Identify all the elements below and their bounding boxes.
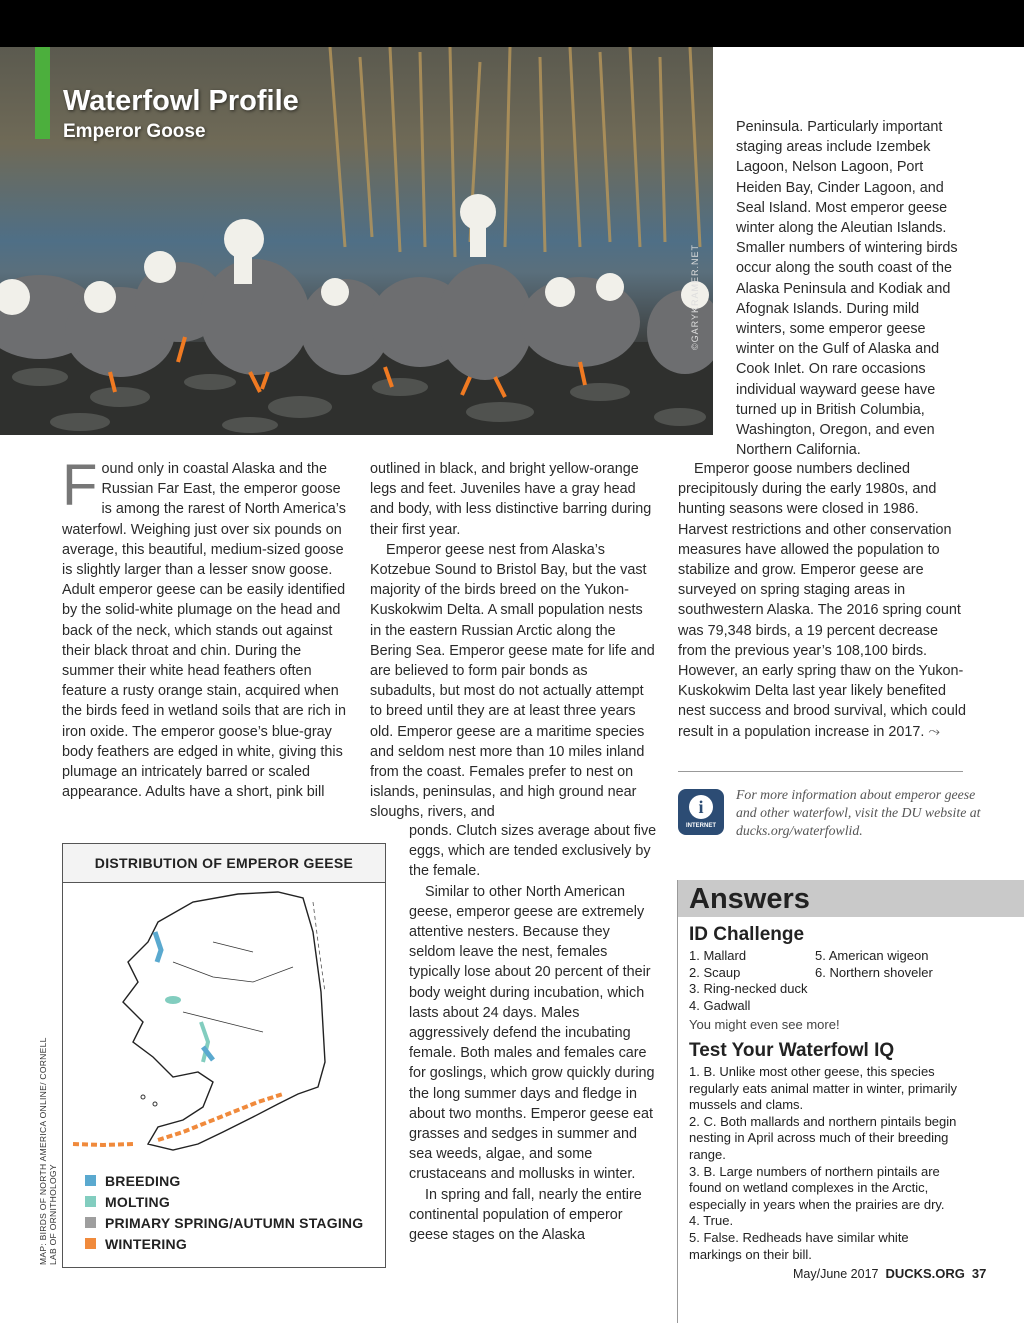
list-item: 5. False. Redheads have similar white markings on their bill. (689, 1229, 909, 1262)
article-paragraph: Emperor geese nest from Alaska’s Kotzebue Sound to Bristol Bay, but the vast majority of the birds breed on the Yukon-Kuskokwim Delta. A small population nests in the eastern Russian Arctic along the Bering Sea. Emperor geese mate for life and are believed to form pair bonds as subadults, but most do not actually attempt to breed until they are at least three years old. Emperor geese are a maritime species and seldom nest more than 10 miles inland from the coast. Females prefer to nest on islands, peninsulas, and high ground near sloughs, rivers, and (370, 541, 655, 821)
list-item: 1. B. Unlike most other geese, this species regularly eats animal matter in winter, primarily mussels and clams. (689, 1063, 958, 1113)
answers-title: Answers (678, 880, 1024, 917)
divider (678, 771, 963, 772)
page-footer (793, 1266, 986, 1281)
answers-box (677, 880, 1024, 1323)
article-column-2-lower (409, 821, 659, 1245)
legend-wintering: WINTERING (85, 1233, 363, 1254)
list-item: 2. C. Both mallards and northern pintails begin nesting in April across much of their breeding range. (689, 1113, 957, 1162)
article-paragraph: ound only in coastal Alaska and the Russian Far East, the emperor goose is among the rarest of North America’s waterfowl. Weighing just over six pounds on average, this beautiful, medium-sized goose is slightly larger than a lesser snow goose. Adult emperor geese can be easily identified by the solid-white plumage on the head and back of the neck, which stands out against their black throat and chin. During the summer their white head feathers often feature a rusty orange stain, acquired when the birds feed in wetland soils that are rich in iron oxide. The emperor goose’s blue-gray body feathers are edged in white, giving this plumage an intricately barred or scaled appearance. Adults have a short, pink bill (62, 461, 346, 801)
article-column-1 (62, 453, 349, 802)
legend-staging: PRIMARY SPRING/AUTUMN STAGING (85, 1212, 363, 1233)
article-paragraph: Similar to other North American geese, emperor geese are extremely attentive nesters. Because they seldom leave the nest, females typically lose about 20 percent of their body weight during incubation, which lasts about 24 days. Males aggressively defend the incubating female. Both males and females care for goslings, which grow quickly during the long summer days and fledge in about two months. Emperor geese eat grasses and sedges in summer and sea weeds, algae, and some crustaceans and mollusks in winter. (409, 883, 655, 1183)
article-column-2 (370, 459, 657, 823)
info-text: For more information about emperor geese and other waterfowl, visit the DU website at ducks.org/waterfowlid. (736, 787, 981, 838)
list-item: 3. Ring-necked duck (689, 981, 808, 997)
alaska-map (63, 882, 385, 1172)
list-item: 4. True. (689, 1213, 734, 1229)
drop-cap: F (62, 453, 98, 518)
article-column-3 (678, 459, 966, 742)
list-item: 6. Northern shoveler (815, 964, 933, 980)
page-title: Waterfowl Profile (63, 85, 299, 117)
internet-info-icon (678, 789, 724, 835)
issue-date: May/June 2017 (793, 1267, 879, 1281)
article-paragraph: Emperor goose numbers declined precipitously during the early 1980s, and hunting seasons were closed in 1986. Harvest restrictions and other conservation measures have allowed the population to stabilize and grow. Emperor geese are surveyed on spring staging areas in southwestern Alaska. The 2016 spring count was 79,348 birds, a 19 percent decrease from the previous year’s 108,100 birds. However, an early spring thaw on the Yukon-Kuskokwim Delta last year likely benefited nest success and brood survival, which could result in a population increase in 2017. ⤳ (678, 461, 966, 740)
iq-title: Test Your Waterfowl IQ (689, 1039, 895, 1061)
legend-molting: MOLTING (85, 1191, 363, 1212)
distribution-map (62, 843, 386, 1268)
site-name: DUCKS.ORG (885, 1266, 965, 1281)
legend-breeding: BREEDING (85, 1170, 363, 1191)
article-column-3-upper (736, 117, 964, 460)
list-item: 5. American wigeon (815, 948, 929, 963)
list-item: 4. Gadwall (689, 997, 751, 1013)
internet-label: INTERNET (686, 823, 716, 829)
article-paragraph: In spring and fall, nearly the entire continental population of emperor geese stages on the Alaska (409, 1186, 642, 1244)
list-item: 1. Mallard (689, 948, 747, 963)
id-answers-list (689, 948, 1024, 1014)
map-title: DISTRIBUTION OF EMPEROR GEESE (63, 844, 385, 883)
id-note: You might even see more! (689, 1017, 840, 1033)
top-black-bar (0, 0, 1024, 47)
list-item: 2. Scaup (689, 964, 741, 980)
list-item: 3. B. Large numbers of northern pintails are found on wetland complexes in the Arctic, especially in years when the prairies are dry. (689, 1163, 945, 1212)
iq-answers-list (689, 1064, 964, 1263)
article-paragraph: outlined in black, and bright yellow-orange legs and feet. Juveniles have a gray head and body, with less distinctive barring during their first year. (370, 461, 652, 538)
page-number: 37 (971, 1266, 987, 1281)
map-credit: MAP: BIRDS OF NORTH AMERICA ONLINE/ CORNELL LAB OF ORNITHOLOGY (38, 1037, 58, 1265)
svg-text:i: i (698, 797, 704, 817)
map-legend (85, 1170, 363, 1254)
profile-accent-bar (35, 47, 50, 139)
photo-credit: ©GARYKRAMER.NET (690, 244, 700, 350)
page-subtitle: Emperor Goose (63, 121, 206, 142)
du-logo-icon: ⤳ (928, 723, 940, 740)
id-challenge-title: ID Challenge (689, 924, 805, 945)
article-paragraph: ponds. Clutch sizes average about five eggs, which are tended exclusively by the female. (409, 823, 657, 880)
article-paragraph: Peninsula. Particularly important staging areas include Izembek Lagoon, Nelson Lagoon, Port Heiden Bay, Cinder Lagoon, and Seal Island. Most emperor geese winter along the Aleutian Islands. Smaller numbers of wintering birds occur along the south coast of the Alaska Peninsula and Kodiak and Afognak Islands. During mild winters, some emperor geese winter on the Gulf of Alaska and Cook Inlet. On rare occasions individual wayward geese have turned up in British Columbia, Washington, Oregon, and even Northern California. (736, 119, 958, 459)
